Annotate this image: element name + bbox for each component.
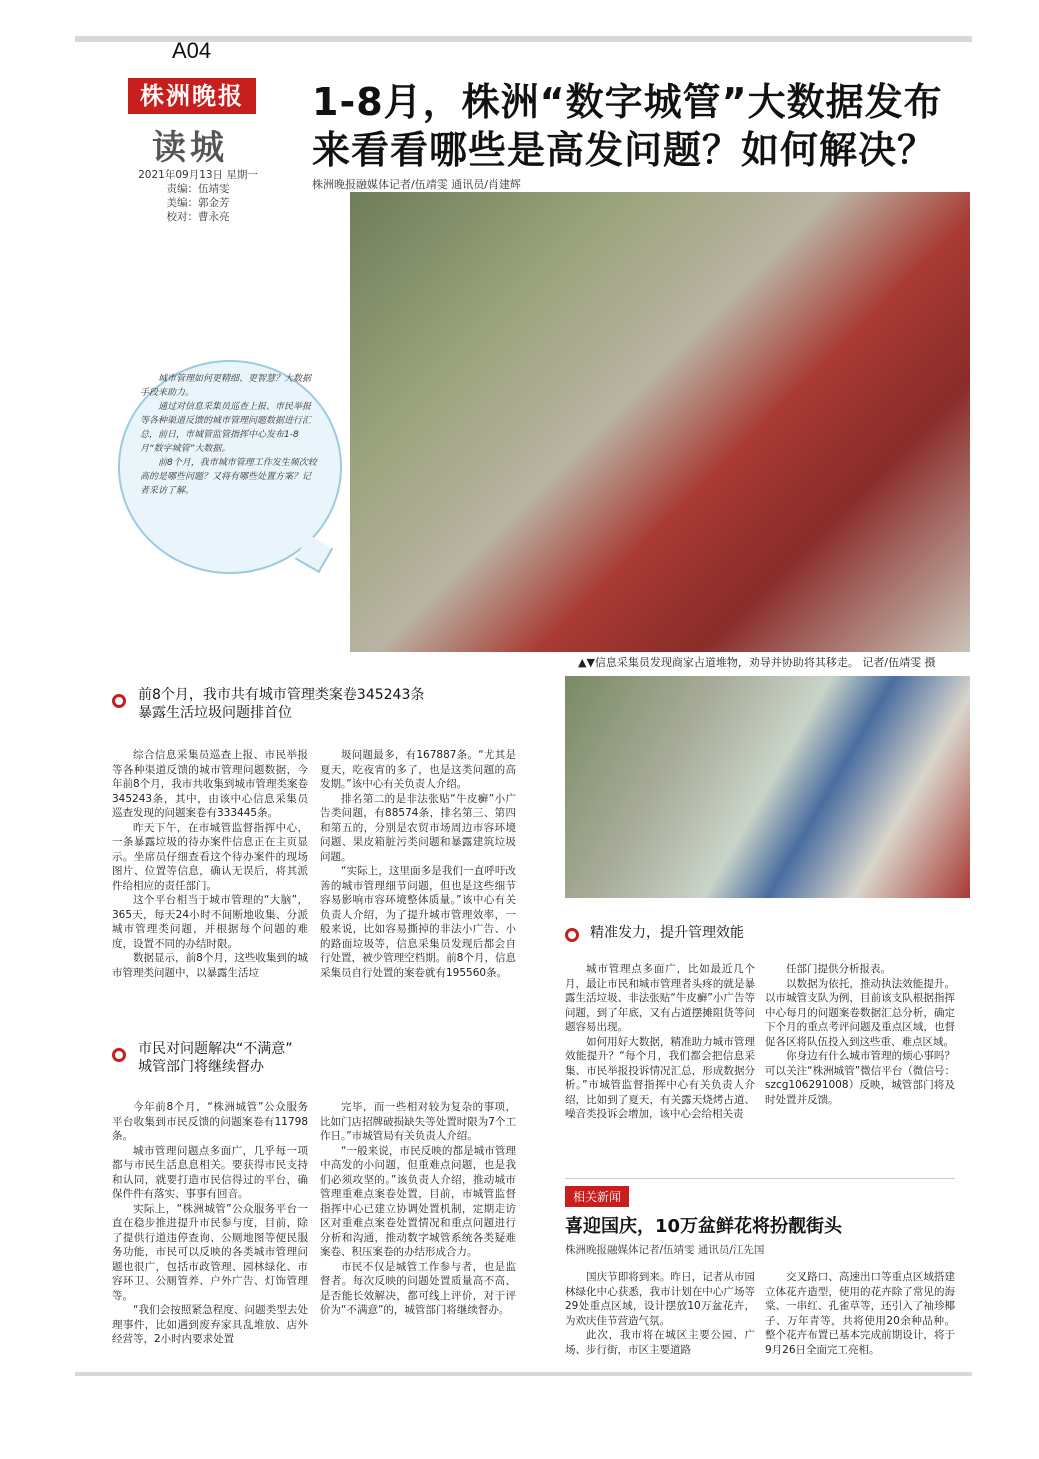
paragraph: 以数据为依托，推动执法效能提升。以市城管支队为例，目前该支队根据指挥中心每月的问题案卷数据汇总分析，确定下个月的重点考评问题及重点区域，也督促各区将队伍投入到这些重、难点区域。 (765, 977, 955, 1048)
masthead-logo: 株洲晚报 (128, 78, 256, 114)
related-column2 (765, 1270, 955, 1357)
section-bullet-icon (112, 1048, 126, 1062)
section-bullet-icon (565, 928, 579, 942)
section1-heading (138, 686, 538, 722)
byline: 株洲晚报融媒体记者/伍靖雯 通讯员/肖建辉 (312, 178, 521, 191)
headline-line2: 来看看哪些是高发问题？如何解决？ (312, 128, 937, 172)
section1-column2 (320, 748, 516, 980)
intro-paragraph: 通过对信息采集员巡查上报、市民举报等各种渠道反馈的城市管理问题数据进行汇总，前日，市城管监管指挥中心发布1-8月“数字城管”大数据。 (140, 402, 312, 454)
paragraph: 今年前8个月，“株洲城管”公众服务平台收集到市民反馈的问题案卷有11798条。 (112, 1101, 308, 1142)
paragraph: 这个平台相当于城市管理的“大脑”，365天，每天24小时不间断地收集、分派城市管理类问题，并根据每个问题的难度，设置不同的办结时限。 (112, 894, 308, 950)
section1-column1 (112, 748, 308, 980)
paragraph: 完毕，而一些相对较为复杂的事项，比如门店招牌破损缺失等处置时限为7个工作日。”市城管局有关负责人介绍。 (320, 1101, 516, 1142)
section2-title-line2: 城管部门将继续督办 (138, 1059, 264, 1075)
paragraph: 实际上，“株洲城管”公众服务平台一直在稳步推进提升市民参与度，目前，除了提供行道违停查询、公厕地图等便民服务功能，市民可以反映的各类城市管理问题也很广，包括市政管理、园林绿化、市容环卫、公厕管养、户外广告、灯饰管理等。 (112, 1202, 308, 1302)
paragraph: 圾问题最多，有167887条。“尤其是夏天，吃夜宵的多了，也是这类问题的高发期。”该中心有关负责人介绍。 (320, 749, 516, 790)
divider (565, 1178, 955, 1179)
proofreader: 校对：曹永亮 (166, 211, 230, 223)
section3-column2 (765, 962, 955, 1107)
paragraph: 市民不仅是城管工作参与者，也是监督者。每次反映的问题处置质量高不高、是否能长效解决，都可线上评价，对于评价为“不满意”的，城管部门将继续督办。 (320, 1260, 516, 1316)
related-title: 喜迎国庆，10万盆鲜花将扮靓街头 (565, 1216, 843, 1237)
related-column1 (565, 1270, 755, 1357)
edition-meta (128, 168, 268, 224)
paragraph: 数据显示，前8个月，这些收集到的城市管理类问题中，以暴露生活垃 (112, 952, 308, 979)
paragraph: 交叉路口、高速出口等重点区域搭建立体花卉造型，使用的花卉除了常见的海棠、一串红、孔雀草等，还引入了袖珍椰子、万年青等，共将使用20余种品种。整个花卉布置已基本完成前期设计，将于9月26日全面完工亮相。 (765, 1271, 955, 1356)
section1-title-line2: 暴露生活垃圾问题排首位 (138, 705, 292, 721)
paragraph: 国庆节即将到来。昨日，记者从市园林绿化中心获悉，我市计划在中心广场等29处重点区域，设计摆放10万盆花卉，为欢庆佳节营造气氛。 (565, 1271, 755, 1327)
paragraph: 此次，我市将在城区主要公园、广场、步行街，市区主要道路 (565, 1329, 755, 1356)
paragraph: 综合信息采集员巡查上报、市民举报等各种渠道反馈的城市管理问题数据，今年前8个月，我市共收集到城市管理类案卷345243条，其中，由该中心信息采集员巡查发现的问题案卷有333445条。 (112, 749, 308, 819)
section2-title-line1: 市民对问题解决“不满意” (138, 1041, 293, 1057)
paragraph: “一般来说，市民反映的都是城市管理中高发的小问题，但重难点问题，也是我们必须攻坚的。”该负责人介绍，推动城市管理重难点案卷处置，目前，市城管监督指挥中心已建立协调处置机制，定期走访区对重难点案卷处置情况和重点问题进行分析和沟通，推动数字城管系统各类疑难案卷、积压案卷的办结形成合力。 (320, 1144, 516, 1258)
paragraph: 你身边有什么城市管理的烦心事吗？可以关注“株洲城管”微信平台（微信号：szcg106291008）反映，城管部门将及时处置并反馈。 (765, 1050, 955, 1106)
second-photo (565, 676, 970, 898)
section2-column1 (112, 1100, 308, 1347)
paragraph: 城市管理点多面广，比如最近几个月，最让市民和城市管理者头疼的就是暴露生活垃圾、非法张贴“牛皮癣”小广告等问题，到了年底，又有占道摆摊阻货等问题容易出现。 (565, 963, 755, 1033)
page-number: A04 (172, 38, 212, 63)
section1-title-line1: 前8个月，我市共有城市管理类案卷345243条 (138, 687, 425, 703)
paragraph: “实际上，这里面多是我们一直呼吁改善的城市管理细节问题，但也是这些细节容易影响市容环境整体质量。”该中心有关负责人介绍，为了提升城市管理效率，一般来说，比如容易撕掉的非法小广告、小的路面垃圾等，信息采集员发现后都会自行处置，被少管理空档期。前8个月，信息采集员自行处置的案卷就有195560条。 (320, 865, 516, 979)
photo-caption: ▲▼信息采集员发现商家占道堆物，劝导并协助将其移走。 记者/伍靖雯 摄 (578, 656, 936, 669)
art-editor: 美编：郭金芳 (166, 197, 230, 209)
editor: 责编：伍靖雯 (166, 183, 230, 195)
section2-heading (138, 1040, 538, 1076)
edition-date: 2021年09月13日 星期一 (138, 169, 258, 181)
paragraph: 排名第二的是非法张贴“牛皮癣”小广告类问题，有88574条，排名第三、第四和第五的，分别是农贸市场周边市容环境问题、果皮箱脏污类问题和暴露建筑垃圾问题。 (320, 792, 516, 863)
main-photo (350, 192, 970, 652)
paragraph: 如何用好大数据，精准助力城市管理效能提升？“每个月，我们都会把信息采集、市民举报投诉情况汇总，形成数据分析。”市城管监督指挥中心有关负责人介绍，比如到了夏天，有关露天烧烤占道、噪音类投诉会增加，该中心会给相关责 (565, 1035, 755, 1120)
intro-text (140, 372, 318, 498)
headline-line1: 1-8月，株洲“数字城管”大数据发布 (312, 80, 943, 124)
intro-paragraph: 前8个月，我市城市管理工作发生频次较高的是哪些问题？又将有哪些处置方案？记者采访了解。 (140, 458, 317, 496)
paragraph: 昨天下午，在市城管监督指挥中心，一条暴露垃圾的待办案件信息正在主页显示。坐席员仔细查看这个待办案件的现场图片、位置等信息，确认无误后，将其派件给相应的责任部门。 (112, 821, 308, 892)
section-title: 读城 (152, 128, 228, 168)
section3-heading: 精准发力，提升管理效能 (590, 925, 744, 941)
section2-column2 (320, 1100, 516, 1318)
paragraph: 城市管理问题点多面广，几乎每一项都与市民生活息息相关。要获得市民支持和认同，就要打造市民信得过的平台，确保件件有落实、事事有回音。 (112, 1144, 308, 1200)
paragraph: 任部门提供分析报表。 (786, 963, 891, 975)
headline (312, 78, 972, 174)
paragraph: “我们会按照紧急程度、问题类型去处理事件，比如遇到废弃家具乱堆放、店外经营等，2小时内要求处置 (112, 1304, 308, 1345)
section3-column1 (565, 962, 755, 1122)
intro-paragraph: 城市管理如何更精细、更智慧？大数据手段来助力。 (140, 374, 312, 398)
section-bullet-icon (112, 694, 126, 708)
related-news-tag: 相关新闻 (565, 1186, 629, 1207)
related-byline: 株洲晚报融媒体记者/伍靖雯 通讯员/江先国 (565, 1244, 765, 1256)
bottom-rule (75, 1372, 972, 1376)
